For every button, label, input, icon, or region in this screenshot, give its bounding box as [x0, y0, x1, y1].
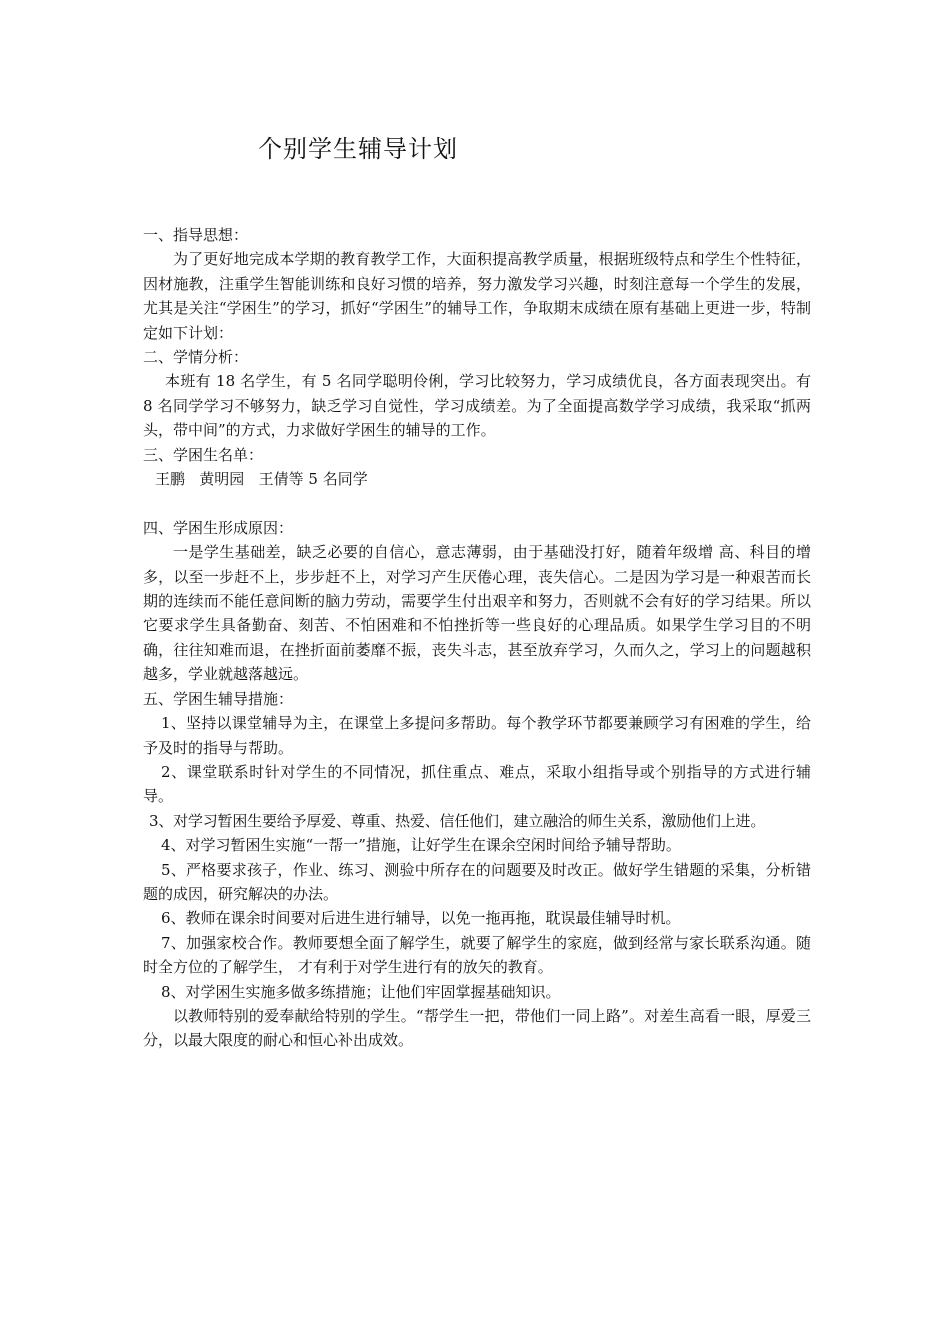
section-heading-namelist: 三、学困生名单：	[143, 445, 264, 464]
closing-paragraph: 以教师特别的爱奉献给特别的学生。“帮学生一把，带他们一同上路”。对差生高看一眼，厚爱三分，以最大限度的耐心和恒心补出成效。	[143, 1006, 811, 1050]
section-heading-analysis: 二、学情分析：	[143, 348, 249, 367]
section-text-guiding: 为了更好地完成本学期的教育教学工作，大面积提高教学质量，根据班级特点和学生个性特征，因材施教，注重学生智能训练和良好习惯的培养，努力激发学习兴趣，时刻注意每一个学生的发展，尤其是关注“学困生”的学习，抓好“学困生”的辅导工作，争取期末成绩在原有基础上更进一步，特制定如下计划：	[143, 250, 811, 342]
measure-item: 7、加强家校合作。教师要想全面了解学生，就要了解学生的家庭，做到经常与家长联系沟通。随时全方位的了解学生， 才有利于对学生进行有的放矢的教育。	[143, 933, 811, 977]
measure-item: 2、课堂联系时针对学生的不同情况，抓住重点、难点，采取小组指导或个别指导的方式进行辅导。	[143, 762, 811, 806]
measure-item: 8、对学困生实施多做多练措施；让他们牢固掌握基础知识。	[161, 982, 561, 1001]
measure-item: 6、教师在课余时间要对后进生进行辅导，以免一拖再拖，耽误最佳辅导时机。	[161, 909, 681, 928]
section-heading-guiding: 一、指导思想：	[143, 226, 249, 244]
student-name-list: 王鹏 黄明园 王倩等 5 名同学	[155, 470, 368, 489]
section-heading-causes: 四、学困生形成原因：	[143, 518, 294, 537]
blank-line	[143, 491, 811, 515]
measure-item: 5、严格要求孩子，作业、练习、测验中所存在的问题要及时改正。做好学生错题的采集，分析错题的成因，研究解决的办法。	[143, 860, 811, 903]
section-text-causes: 一是学生基础差，缺乏必要的自信心，意志薄弱，由于基础没打好，随着年级增 高、科目的增多，以至一步赶不上，步步赶不上，对学习产生厌倦心理，丧失信心。二是因为学习是一种艰苦而长期的连续而不能任意间断的脑力劳动，需要学生付出艰辛和努力，否则就不会有好的学习结果。所以它要求学生具备勤奋、刻苦、不怕困难和不怕挫折等一些良好的心理品质。如果学生学习目的不明确，往往知难而退，在挫折面前萎靡不振，丧失斗志，甚至放弃学习，久而久之，学习上的问题越积越多，学业就越落越远。	[143, 543, 811, 684]
measure-item: 1、坚持以课堂辅导为主，在课堂上多提问多帮助。每个教学环节都要兼顾学习有困难的学生，给予及时的指导与帮助。	[143, 714, 811, 757]
document-title: 个别学生辅导计划	[258, 135, 458, 163]
measure-item: 3、对学习暂困生要给予厚爱、尊重、热爱、信任他们，建立融洽的师生关系，激励他们上进。	[149, 811, 766, 830]
measure-item: 4、对学习暂困生实施“一帮一”措施，让好学生在课余空闲时间给予辅导帮助。	[161, 836, 681, 855]
section-text-analysis: 本班有 18 名学生，有 5 名同学聪明伶俐，学习比较努力，学习成绩优良，各方面表现突出。有 8 名同学学习不够努力，缺乏学习自觉性，学习成绩差。为了全面提高数学学习成绩，我采取“抓两头，带中间”的方式，力求做好学困生的辅导的工作。	[143, 372, 811, 440]
section-heading-measures: 五、学困生辅导措施：	[143, 689, 294, 708]
document-body	[143, 223, 811, 1053]
